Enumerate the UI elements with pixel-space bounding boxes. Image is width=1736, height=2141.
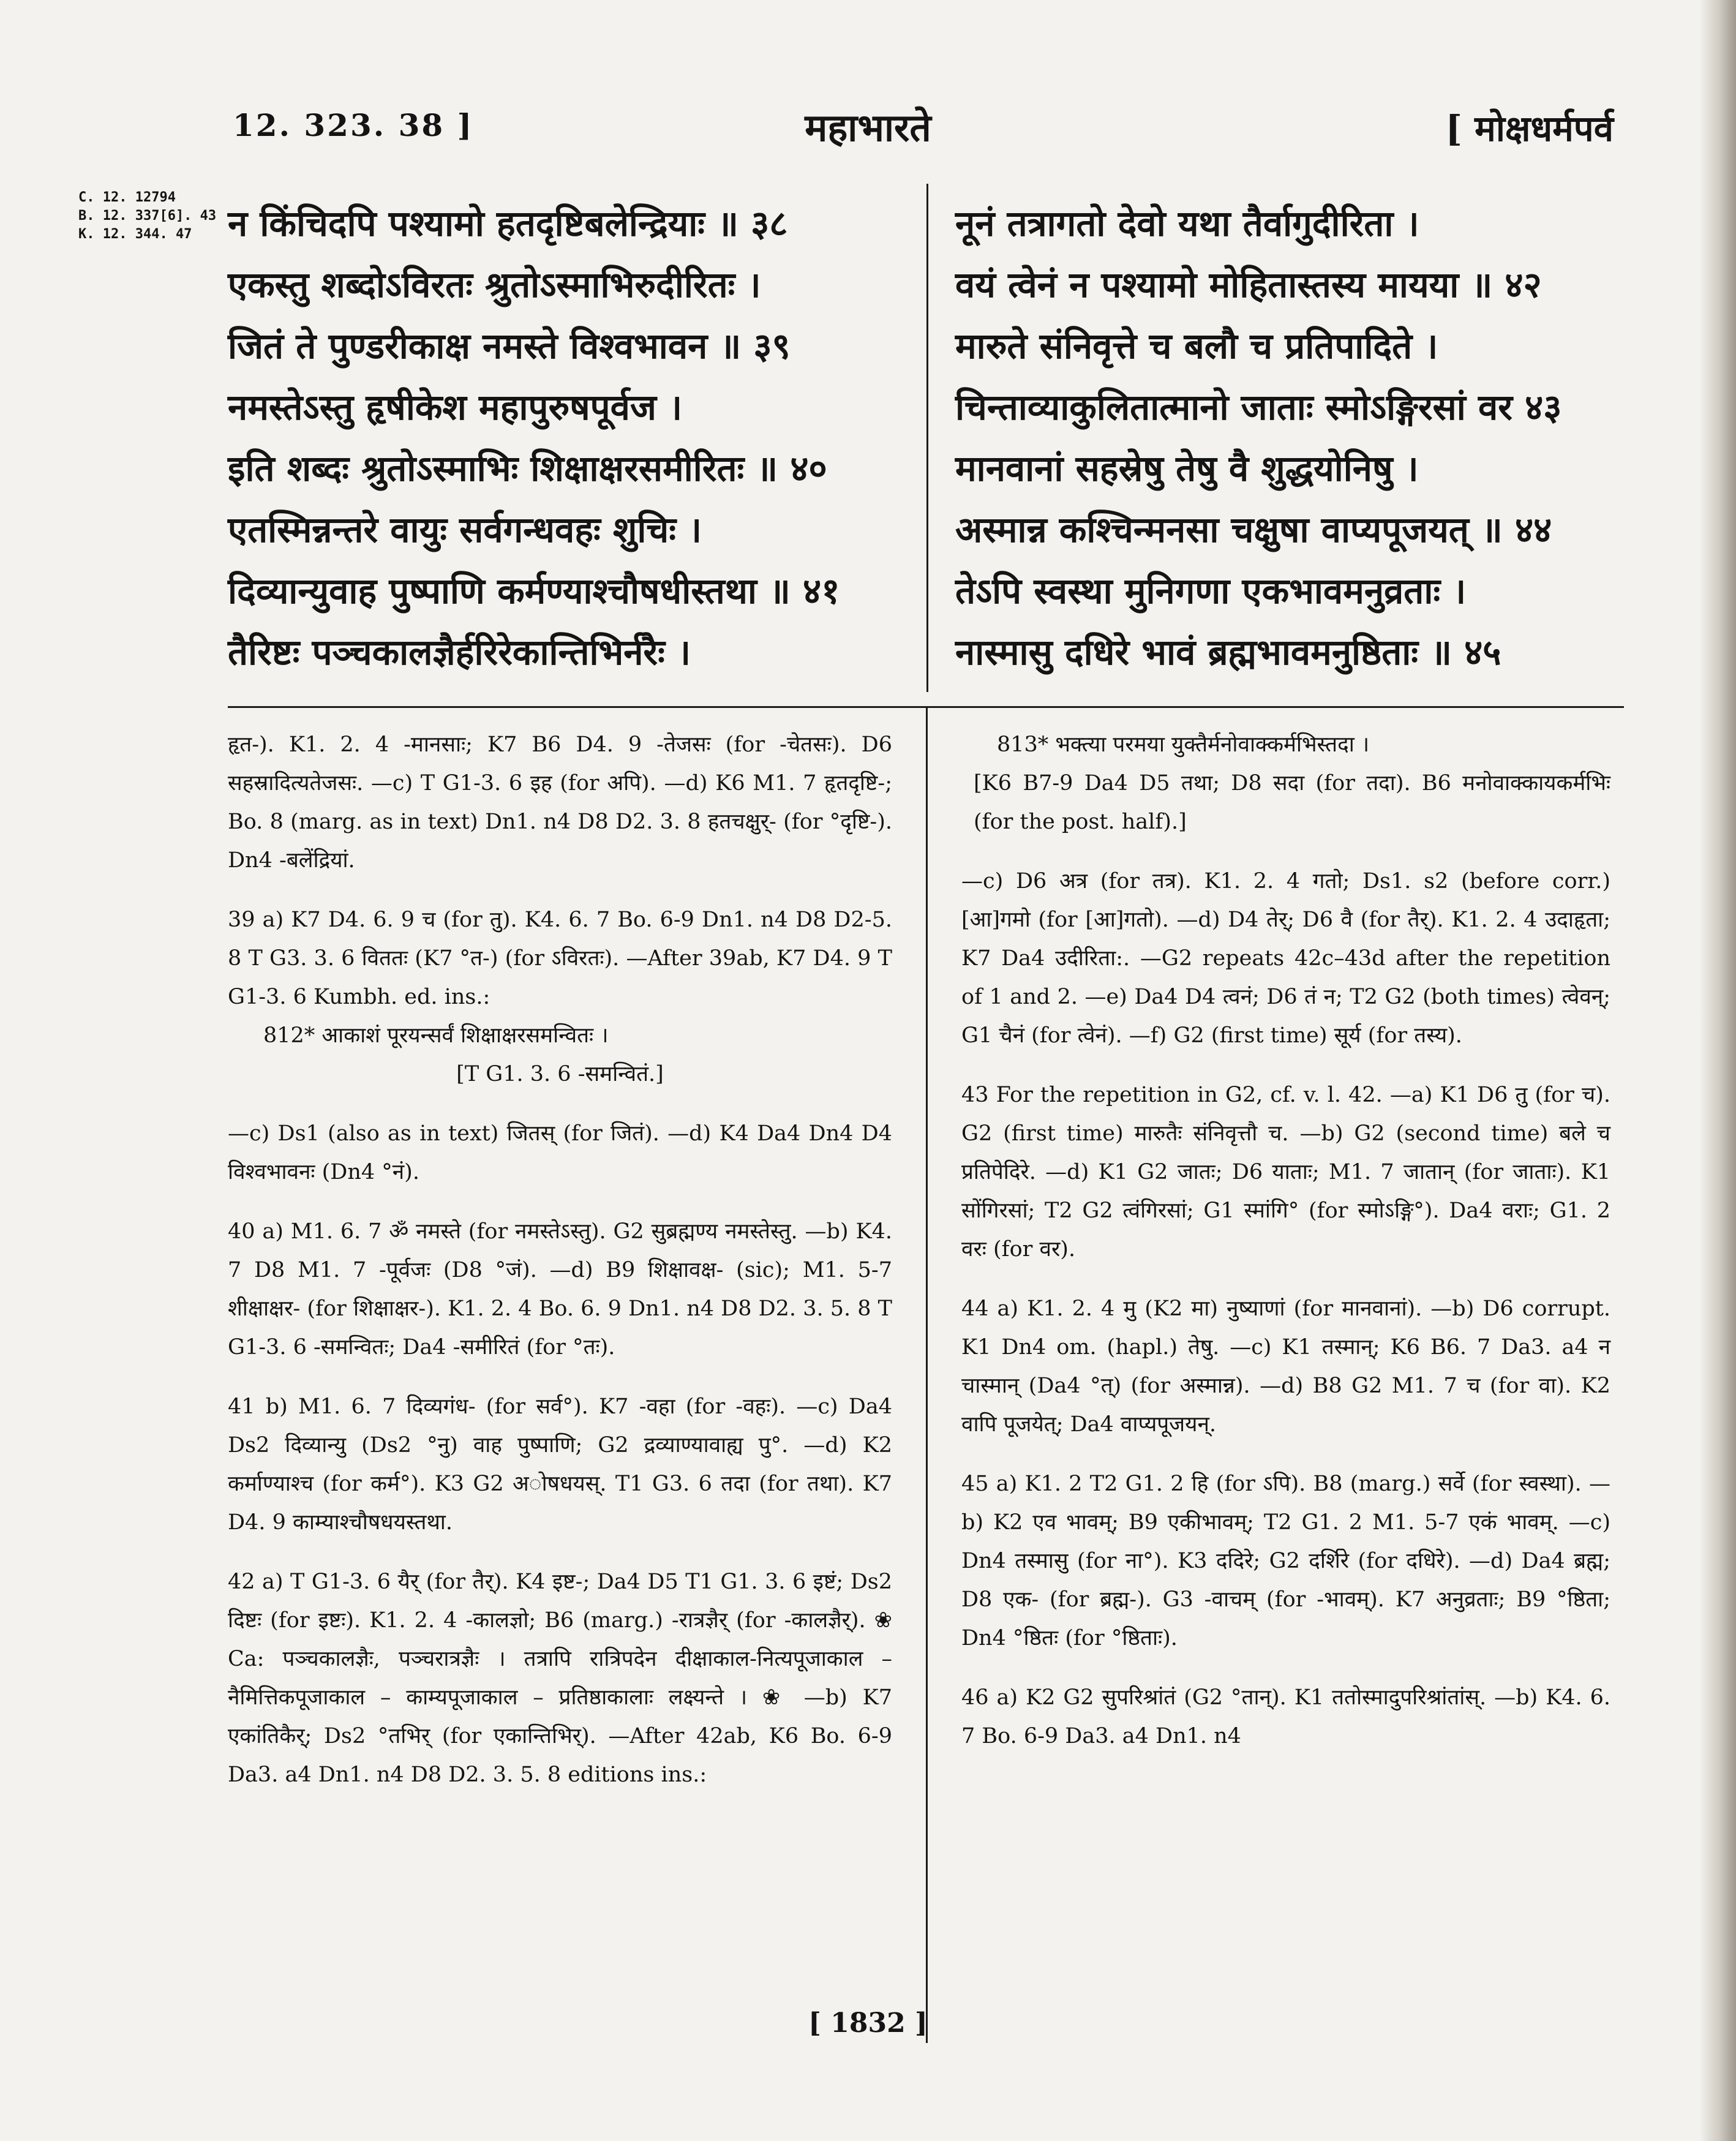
margin-ref-b: B. 12. 337[6]. 43 (78, 208, 217, 224)
additional-verse-813-variant: [K6 B7-9 Da4 D5 तथा; D8 सदा (for तदा). B6 मनोवाक्कायकर्मभिः (for the post. half).] (974, 771, 1610, 834)
verse-line: नास्मासु दधिरे भावं ब्रह्मभावमनुष्ठिताः ॥ ४५ (955, 631, 1501, 673)
apparatus-note-40: 40 a) M1. 6. 7 ॐ नमस्ते (for नमस्तेऽस्तु). G2 सुब्रह्मण्य नमस्तेस्तु. —b) K4. 7 D8 M1. 7 -पूर्वजः (D8 °जं). —d) B9 शिक्षावक्ष- (sic); M1. 5-7 शीक्षाक्षर- (for शिक्षाक्षर-). K1. 2. 4 Bo. 6. 9 Dn1. n4 D8 D2. 3. 5. 8 T G1-3. 6 -समन्वितः; Da4 -समीरितं (for °तः). (228, 1219, 892, 1360)
verse-line: वयं त्वेनं न पश्यामो मोहितास्तस्य मायया ॥ ४२ (955, 264, 1542, 306)
apparatus-note-39: 39 a) K7 D4. 6. 9 च (for तु). K4. 6. 7 Bo. 6-9 Dn1. n4 D8 D2-5. 8 T G3. 3. 6 विततः (K7 °त-) (for ऽविरतः). —After 39ab, K7 D4. 9 T G1-3. 6 Kumbh. ed. ins.: 812* आकाशं पूरयन्सर्वं शिक्षाक्षरसमन्वितः । [T G1. 3. 6 -समन्वितं.] (228, 901, 892, 1094)
verse-column-left (228, 193, 840, 683)
verse-line: चिन्ताव्याकुलितात्मानो जाताः स्मोऽङ्गिरसां वर ४३ (955, 386, 1562, 428)
verse-line: नूनं तत्रागतो देवो यथा तैर्वागुदीरिता । (955, 203, 1419, 244)
verse-line: मारुते संनिवृत्ते च बलौ च प्रतिपादिते । (955, 325, 1438, 367)
verse-line: नमस्तेऽस्तु हृषीकेश महापुरुषपूर्वज । (228, 386, 683, 428)
verse-line: एकस्तु शब्दोऽविरतः श्रुतोऽस्माभिरुदीरितः । (228, 264, 761, 306)
verse-line: दिव्यान्युवाह पुष्पाणि कर्मण्याश्चौषधीस्तथा ॥ ४१ (228, 570, 840, 612)
additional-verse-813: 813* भक्त्या परमया युक्तैर्मनोवाक्कर्मभिस्तदा । (997, 732, 1370, 757)
page-number: [ 1832 ] (808, 2007, 928, 2039)
verse-line: तेऽपि स्वस्था मुनिगणा एकभावमनुव्रताः । (955, 570, 1467, 612)
verse-line: इति शब्दः श्रुतोऽस्माभिः शिक्षाक्षरसमीरितः ॥ ४० (228, 448, 827, 489)
apparatus-note-44: 44 a) K1. 2. 4 मु (K2 मा) नुष्याणां (for मानवानां). —b) D6 corrupt. K1 Dn4 om. (hapl.) तेषु. —c) K1 तस्मान्; K6 B6. 7 Da3. a4 न चास्मान् (Da4 °त्) (for अस्मान्न). —d) B8 G2 M1. 7 च (for वा). K2 वापि पूजयेत्; Da4 वाप्यपूजयन्. (961, 1296, 1610, 1437)
margin-ref-c: C. 12. 12794 (78, 190, 176, 205)
verse-line: न किंचिदपि पश्यामो हतदृष्टिबलेन्द्रियाः ॥ ३८ (228, 203, 788, 244)
running-head-title: महाभारते (805, 105, 931, 150)
additional-verse-812: 812* आकाशं पूरयन्सर्वं शिक्षाक्षरसमन्वितः । (263, 1023, 609, 1048)
margin-ref-k: K. 12. 344. 47 (78, 227, 192, 242)
additional-verse-812-variant: [T G1. 3. 6 -समन्वितं.] (456, 1062, 664, 1086)
apparatus-note-42: 42 a) T G1-3. 6 यैर् (for तैर्). K4 इष्ट-; Da4 D5 T1 G1. 3. 6 इष्टं; Ds2 दिष्टः (for इष्टः). K1. 2. 4 -कालज्ञो; B6 (marg.) -रात्रज्ञैर् (for -कालज्ञैर्). ❀ Ca: पञ्चकालज्ञैः, पञ्चरात्रज्ञैः । तत्रापि रात्रिपदेन दीक्षाकाल-नित्यपूजाकाल – नैमित्तिकपूजाकाल – काम्यपूजाकाल – प्रतिष्ठाकालाः लक्ष्यन्ते । ❀ —b) K7 एकांतिकैर्; Ds2 °तभिर् (for एकान्तिभिर्). —After 42ab, K6 Bo. 6-9 Da3. a4 Dn1. n4 D8 D2. 3. 5. 8 editions ins.: (228, 1570, 892, 1787)
apparatus-note-42-cont: —c) D6 अत्र (for तत्र). K1. 2. 4 गतो; Ds1. s2 (before corr.) [आ]गमो (for [आ]गतो). —d) D4 तेर्; D6 वै (for तैर्). K1. 2. 4 उदाहृता; K7 Da4 उदीरिता:. —G2 repeats 42c–43d after the repetition of 1 and 2. —e) Da4 D4 त्वनं; D6 तं न; T2 G2 (both times) त्वेवन्; G1 चैनं (for त्वेनं). —f) G2 (first time) सूर्य (for तस्य). (961, 869, 1610, 1048)
verse-line: मानवानां सहस्रेषु तेषु वै शुद्धयोनिषु । (955, 448, 1419, 489)
apparatus-column-right (961, 726, 1610, 1777)
apparatus-column-divider (926, 708, 928, 2043)
verse-column-divider (926, 184, 928, 692)
additional-verse-813-block (961, 726, 1610, 841)
verse-line: जितं ते पुण्डरीकाक्ष नमस्ते विश्वभावन ॥ ३९ (228, 325, 791, 367)
running-head-verse-ref: 12. 323. 38 ] (233, 107, 474, 143)
verse-line: अस्मान्न कश्चिन्मनसा चक्षुषा वाप्यपूजयत् ॥ ४४ (955, 509, 1552, 551)
apparatus-note: —c) Ds1 (also as in text) जितस् (for जितं). —d) K4 Da4 Dn4 D4 विश्वभावनः (Dn4 °नं). (228, 1121, 892, 1184)
apparatus-note-43: 43 For the repetition in G2, cf. v. l. 42. —a) K1 D6 तु (for च). G2 (first time) मारुतैः संनिवृत्तौ च. —b) G2 (second time) बले च प्रतिपेदिरे. —d) K1 G2 जातः; D6 याताः; M1. 7 जातान् (for जाताः). K1 सोंगिरसां; T2 G2 त्वंगिरसां; G1 स्मांगि° (for स्मोऽङ्गि°). Da4 वराः; G1. 2 वरः (for वर). (961, 1083, 1610, 1262)
running-head-parvan: [ मोक्षधर्मपर्व (1445, 108, 1614, 149)
verse-line: एतस्मिन्नन्तरे वायुः सर्वगन्धवहः शुचिः । (228, 509, 702, 551)
apparatus-column-left (228, 726, 892, 1815)
apparatus-note-41: 41 b) M1. 6. 7 दिव्यगंध- (for सर्व°). K7 -वहा (for -वहः). —c) Da4 Ds2 दिव्यान्यु (Ds2 °नु) वाह पुष्पाणि; G2 द्रव्याण्यावाह्य पु°. —d) K2 कर्माण्याश्च (for कर्म°). K3 G2 अोषधयस्. T1 G3. 6 तदा (for तथा). K7 D4. 9 काम्याश्चौषधयस्तथा. (228, 1394, 892, 1535)
page-edge-shadow (1699, 0, 1736, 2141)
verse-column-right (955, 193, 1561, 683)
concordance-margin-refs (78, 189, 216, 244)
verse-line: तैरिष्टः पञ्चकालज्ञैर्हरिरेकान्तिभिर्नरैः । (228, 631, 691, 673)
apparatus-note: हृत-). K1. 2. 4 -मानसाः; K7 B6 D4. 9 -तेजसः (for -चेतसः). D6 सहस्रादित्यतेजसः. —c) T G1-3. 6 इह (for अपि). —d) K6 M1. 7 हृतदृष्टि-; Bo. 8 (marg. as in text) Dn1. n4 D8 D2. 3. 8 हतचक्षुर्- (for °दृष्टि-). Dn4 -बलेंद्रियां. (228, 732, 892, 873)
apparatus-note-46: 46 a) K2 G2 सुपरिश्रांतं (G2 °तान्). K1 ततोस्मादुपरिश्रांतांस्. —b) K4. 6. 7 Bo. 6-9 Da3. a4 Dn1. n4 (961, 1685, 1610, 1748)
apparatus-note-45: 45 a) K1. 2 T2 G1. 2 हि (for ऽपि). B8 (marg.) सर्वे (for स्वस्था). —b) K2 एव भावम्; B9 एकीभावम्; T2 G1. 2 M1. 5-7 एकं भावम्. —c) Dn4 तस्मासु (for ना°). K3 ददिरे; G2 दर्शिरे (for दधिरे). —d) Da4 ब्रह्म; D8 एक- (for ब्रह्म-). G3 -वाचम् (for -भावम्). K7 अनुव्रताः; B9 °ष्ठिता; Dn4 °ष्ठितः (for °ष्ठिताः). (961, 1472, 1610, 1650)
